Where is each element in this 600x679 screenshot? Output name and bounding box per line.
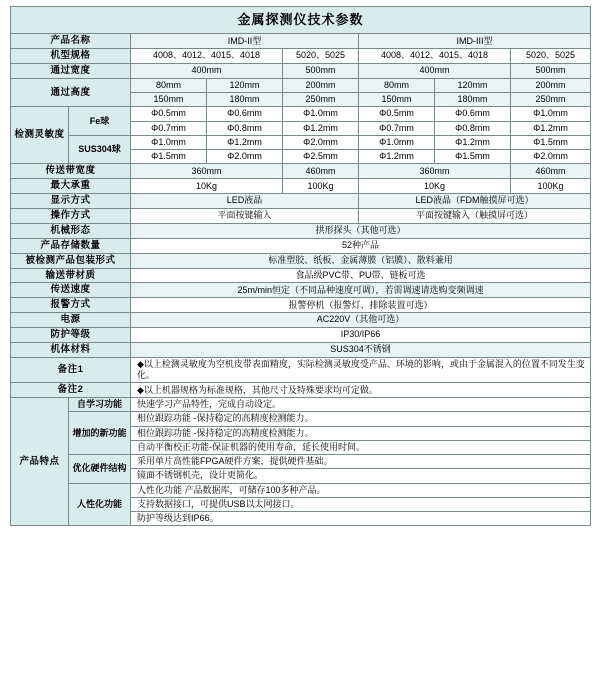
table-row-title — [11, 7, 591, 34]
row-label-belt-width: 传送带宽度 — [11, 164, 131, 179]
feature-item-3-1: 支持数据接口，可提供USB以太网接口。 — [131, 497, 591, 511]
model-spec-c: 4008、4012、4015、4018 — [359, 49, 511, 64]
table-row-alarm — [11, 298, 591, 313]
table-row-package-type — [11, 253, 591, 268]
row-label-pass-width: 通过宽度 — [11, 64, 131, 79]
pass-height-r1-c6: 200mm — [511, 78, 591, 92]
sens-fe1-c1: Φ0.5mm — [131, 107, 207, 121]
feature-group-name-3: 人性化功能 — [69, 483, 131, 526]
operation-b: 平面按键输入（触摸屏可选） — [359, 209, 591, 224]
row-label-fe-ball: Fe球 — [69, 107, 131, 136]
sens-fe1-c3: Φ1.0mm — [283, 107, 359, 121]
sens-fe2-c2: Φ0.8mm — [207, 121, 283, 135]
table-row-feature-2 — [11, 412, 591, 426]
pass-width-b: 500mm — [283, 64, 359, 79]
feature-item-1-1: 相位跟踪功能 -保持稳定的高精度检测能力。 — [131, 426, 591, 440]
sens-sus1-c3: Φ2.0mm — [283, 135, 359, 149]
feature-item-0-0: 快速学习产品特性，完成自动设定。 — [131, 398, 591, 412]
note1-text: ◆以上检测灵敏度为空机皮带表面精度，实际检测灵敏度受产品、环境的影响，或由于金属混入的位置不同发生变化。 — [131, 357, 591, 383]
row-label-storage: 产品存储数量 — [11, 238, 131, 253]
table-row-feature-1 — [11, 398, 591, 412]
sens-fe2-c4: Φ0.7mm — [359, 121, 435, 135]
display-b: LED液晶（FDM触摸屏可选） — [359, 194, 591, 209]
belt-width-a: 360mm — [131, 164, 283, 179]
body-material-a: SUS304不锈钢 — [131, 342, 591, 357]
pass-height-r2-c3: 250mm — [283, 93, 359, 107]
display-a: LED液晶 — [131, 194, 359, 209]
sens-sus2-c6: Φ2.0mm — [511, 150, 591, 164]
spec-table — [10, 6, 591, 526]
model-spec-a: 4008、4012、4015、4018 — [131, 49, 283, 64]
max-load-d: 100Kg — [511, 179, 591, 194]
table-row-belt-material — [11, 268, 591, 283]
row-label-body-material: 机体材料 — [11, 342, 131, 357]
sens-sus1-c5: Φ1.2mm — [435, 135, 511, 149]
row-label-package-type: 被检测产品包装形式 — [11, 253, 131, 268]
feature-item-1-2: 自动平衡校正功能-保证机器的使用寿命，延长使用时间。 — [131, 440, 591, 454]
table-row-note2 — [11, 383, 591, 398]
row-label-sensitivity: 检测灵敏度 — [11, 107, 69, 164]
feature-item-2-1: 镜面不锈钢机壳，设计更简化。 — [131, 469, 591, 483]
feature-item-2-0: 采用单片高性能FPGA硬件方案，提供硬件基础。 — [131, 455, 591, 469]
max-load-a: 10Kg — [131, 179, 283, 194]
row-label-features: 产品特点 — [11, 398, 69, 526]
belt-width-b: 460mm — [283, 164, 359, 179]
sens-fe1-c4: Φ0.5mm — [359, 107, 435, 121]
pass-height-r1-c3: 200mm — [283, 78, 359, 92]
sens-fe1-c5: Φ0.6mm — [435, 107, 511, 121]
feature-item-3-0: 人性化功能 产品数据库，可储存100多种产品。 — [131, 483, 591, 497]
sens-sus2-c2: Φ2.0mm — [207, 150, 283, 164]
sens-sus2-c3: Φ2.5mm — [283, 150, 359, 164]
table-row-note1 — [11, 357, 591, 383]
row-label-max-load: 最大承重 — [11, 179, 131, 194]
sens-fe2-c5: Φ0.8mm — [435, 121, 511, 135]
table-row-mechanical — [11, 223, 591, 238]
pass-height-r2-c5: 180mm — [435, 93, 511, 107]
feature-group-name-0: 自学习功能 — [69, 398, 131, 412]
feature-item-3-2: 防护等级达到IP66。 — [131, 512, 591, 526]
package-type-a: 标准塑胶、纸板、金属薄膜（铝膜）、散料兼用 — [131, 253, 591, 268]
table-row-feature-5 — [11, 455, 591, 469]
row-label-mechanical: 机械形态 — [11, 223, 131, 238]
pass-height-r2-c2: 180mm — [207, 93, 283, 107]
product-name-ii: IMD-II型 — [131, 34, 359, 49]
table-row-display — [11, 194, 591, 209]
note2-text: ◆以上机器规格为标准规格，其他尺寸及特殊要求均可定做。 — [131, 383, 591, 398]
spec-sheet — [10, 0, 590, 526]
row-label-belt-speed: 传送速度 — [11, 283, 131, 298]
row-label-alarm: 报警方式 — [11, 298, 131, 313]
pass-height-r1-c5: 120mm — [435, 78, 511, 92]
row-label-sus-ball: SUS304球 — [69, 135, 131, 164]
feature-group-name-2: 优化硬件结构 — [69, 455, 131, 484]
feature-item-1-0: 相位跟踪功能 -保持稳定的高精度检测能力。 — [131, 412, 591, 426]
table-row-belt-width — [11, 164, 591, 179]
pass-height-r2-c6: 250mm — [511, 93, 591, 107]
belt-width-d: 460mm — [511, 164, 591, 179]
alarm-a: 报警停机（报警灯、排除装置可选） — [131, 298, 591, 313]
max-load-b: 100Kg — [283, 179, 359, 194]
table-row-sensitivity-sus-1 — [11, 135, 591, 149]
row-label-belt-material: 输送带材质 — [11, 268, 131, 283]
row-label-model-spec: 机型规格 — [11, 49, 131, 64]
row-label-display: 显示方式 — [11, 194, 131, 209]
pass-height-r2-c1: 150mm — [131, 93, 207, 107]
pass-height-r2-c4: 150mm — [359, 93, 435, 107]
row-label-power: 电源 — [11, 313, 131, 328]
table-row-body-material — [11, 342, 591, 357]
sens-sus1-c6: Φ1.5mm — [511, 135, 591, 149]
model-spec-b: 5020、5025 — [283, 49, 359, 64]
table-row-pass-height-1 — [11, 78, 591, 92]
belt-speed-a: 25m/min恒定（不同品种速度可调），若需调速请选购变频调速 — [131, 283, 591, 298]
table-row-protection — [11, 328, 591, 343]
sens-fe2-c1: Φ0.7mm — [131, 121, 207, 135]
pass-height-r1-c4: 80mm — [359, 78, 435, 92]
row-label-operation: 操作方式 — [11, 209, 131, 224]
power-a: AC220V（其他可选） — [131, 313, 591, 328]
row-label-note2: 备注2 — [11, 383, 131, 398]
pass-width-a: 400mm — [131, 64, 283, 79]
table-row-storage — [11, 238, 591, 253]
operation-a: 平面按键输入 — [131, 209, 359, 224]
row-label-note1: 备注1 — [11, 357, 131, 383]
pass-width-d: 500mm — [511, 64, 591, 79]
row-label-pass-height: 通过高度 — [11, 78, 131, 107]
row-label-protection: 防护等级 — [11, 328, 131, 343]
table-row-feature-7 — [11, 483, 591, 497]
product-name-iii: IMD-III型 — [359, 34, 591, 49]
sens-fe1-c6: Φ1.0mm — [511, 107, 591, 121]
table-row-product-name — [11, 34, 591, 49]
table-row-power — [11, 313, 591, 328]
max-load-c: 10Kg — [359, 179, 511, 194]
belt-material-a: 食品级PVC带、PU带、链板可选 — [131, 268, 591, 283]
sens-sus2-c5: Φ1.5mm — [435, 150, 511, 164]
row-label-product-name: 产品名称 — [11, 34, 131, 49]
sens-sus2-c1: Φ1.5mm — [131, 150, 207, 164]
sens-fe2-c3: Φ1.2mm — [283, 121, 359, 135]
pass-height-r1-c1: 80mm — [131, 78, 207, 92]
feature-group-name-1: 增加的新功能 — [69, 412, 131, 455]
table-row-belt-speed — [11, 283, 591, 298]
table-row-operation — [11, 209, 591, 224]
storage-a: 52种产品 — [131, 238, 591, 253]
table-row-sensitivity-fe-1 — [11, 107, 591, 121]
table-row-max-load — [11, 179, 591, 194]
model-spec-d: 5020、5025 — [511, 49, 591, 64]
sens-sus1-c2: Φ1.2mm — [207, 135, 283, 149]
sens-sus1-c4: Φ1.0mm — [359, 135, 435, 149]
pass-height-r1-c2: 120mm — [207, 78, 283, 92]
sens-fe2-c6: Φ1.2mm — [511, 121, 591, 135]
sens-sus2-c4: Φ1.2mm — [359, 150, 435, 164]
table-row-model-spec — [11, 49, 591, 64]
pass-width-c: 400mm — [359, 64, 511, 79]
protection-a: IP30/IP66 — [131, 328, 591, 343]
belt-width-c: 360mm — [359, 164, 511, 179]
table-row-pass-width — [11, 64, 591, 79]
page-title: 金属探测仪技术参数 — [11, 7, 591, 34]
sens-fe1-c2: Φ0.6mm — [207, 107, 283, 121]
sens-sus1-c1: Φ1.0mm — [131, 135, 207, 149]
mechanical-a: 拱形探头（其他可选） — [131, 223, 591, 238]
